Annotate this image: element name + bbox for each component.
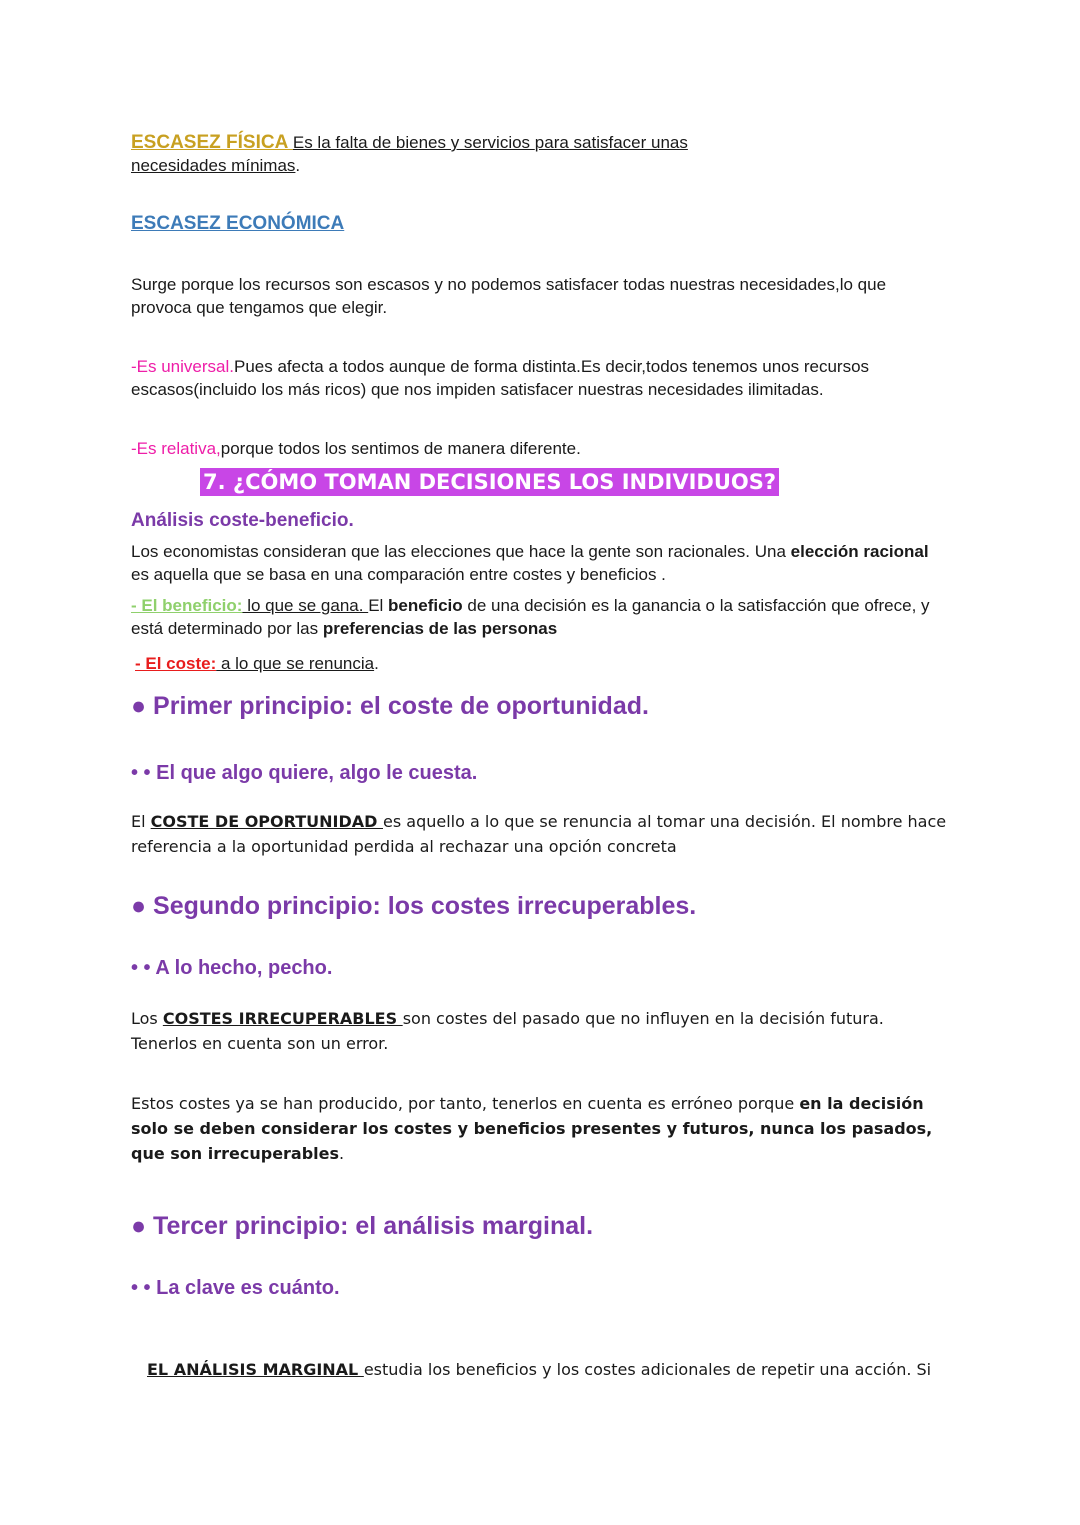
cost-benefit-subtitle-text: Análisis coste-beneficio. [131,510,354,531]
sunk-costs-text-1: Los [131,1009,163,1028]
cost-period: . [374,654,379,673]
sunk-costs-term: COSTES IRRECUPERABLES [162,1009,403,1028]
rational-choice-paragraph [131,540,951,586]
sunk-costs-paragraph-2 [131,1091,951,1166]
benefit-text-2: de una decisión es la ganancia o la satisfacción que ofrece, y está determinado por las [131,596,930,638]
rational-choice-term: elección racional [790,542,929,561]
physical-scarcity-def-3: necesidades mínimas [131,156,296,175]
economic-scarcity-title: ESCASEZ ECONÓMICA [131,213,345,234]
principle-3-title: ● Tercer principio: el análisis marginal. [131,1212,594,1240]
physical-scarcity-title: ESCASEZ FÍSICA [131,132,293,153]
marginal-analysis-text: estudia los beneficios y los costes adicionales de repetir una acción. Si [363,1360,932,1379]
sunk-costs-para2-1: Estos costes ya se han producido, por tanto, tenerlos en cuenta es erróneo porque [131,1094,800,1113]
benefit-def: lo que se gana. [242,596,369,615]
marginal-analysis-term: EL ANÁLISIS MARGINAL [147,1360,364,1379]
cost-def: a lo que se renuncia [216,654,375,673]
rational-intro-1: Los economistas consideran que las elecciones que hace la gente son racionales. Una [131,542,791,561]
cost-paragraph [135,652,955,675]
physical-scarcity-block [131,131,951,177]
economic-scarcity-heading [131,213,951,235]
cost-label: - El coste: [135,654,217,673]
section-7-title-wrap [200,468,779,496]
rational-intro-2: es aquella que se basa en una comparación entre costes y beneficios . [131,565,666,584]
opportunity-cost-paragraph [131,809,951,859]
opportunity-cost-text-2: es aquello a lo que se renuncia al tomar una decisión. El nombre hace referencia a la oportunidad perdida al rechazar una opción concreta [131,812,947,856]
opportunity-cost-term: COSTE DE OPORTUNIDAD [150,812,383,831]
economic-scarcity-intro: Surge porque los recursos son escasos y no podemos satisfacer todas nuestras necesidades,lo que provoca que tengamos que elegir. [131,275,887,317]
relative-text: porque todos los sentimos de manera diferente. [220,439,581,458]
physical-scarcity-def-2: para satisfacer unas [534,133,688,152]
physical-scarcity-period: . [295,156,301,175]
physical-scarcity-def-1: Es la falta de bienes y servicios [292,133,535,152]
marginal-analysis-paragraph [147,1357,947,1382]
principle-1-title: ● Primer principio: el coste de oportunidad. [131,692,649,720]
benefit-paragraph [131,594,951,640]
relative-paragraph [131,437,951,460]
sunk-costs-para2-end: . [339,1144,345,1163]
benefit-label: - El beneficio: [131,596,243,615]
section-7-title: 7. ¿CÓMO TOMAN DECISIONES LOS INDIVIDUOS? [200,468,779,496]
cost-benefit-subtitle [131,508,951,534]
universal-paragraph [131,355,951,401]
sunk-costs-para2-bold: en la decisión solo se deben considerar los costes y beneficios presentes y futuros, nunca los pasados, que son irrecuperables [131,1094,933,1163]
sunk-costs-text-2: son costes del pasado que no influyen en la decisión futura. Tenerlos en cuenta son un error. [131,1009,884,1053]
universal-label: -Es universal. [131,357,234,376]
principle-3-saying: • • La clave es cuánto. [131,1277,340,1299]
relative-label: -Es relativa, [131,439,221,458]
benefit-preferences: preferencias de las personas [322,619,558,638]
principle-1-saying: • • El que algo quiere, algo le cuesta. [131,762,478,784]
principle-2-saying: • • A lo hecho, pecho. [131,957,333,979]
benefit-term: beneficio [388,596,463,615]
principle-2-title: ● Segundo principio: los costes irrecuperables. [131,892,697,920]
opportunity-cost-text-1: El [131,812,151,831]
universal-text: Pues afecta a todos aunque de forma distinta.Es decir,todos tenemos unos recursos escasos(incluido los más ricos) que nos impiden satisfacer nuestras necesidades ilimitadas. [131,357,870,399]
sunk-costs-paragraph [131,1006,951,1056]
benefit-text-1: El [368,596,389,615]
